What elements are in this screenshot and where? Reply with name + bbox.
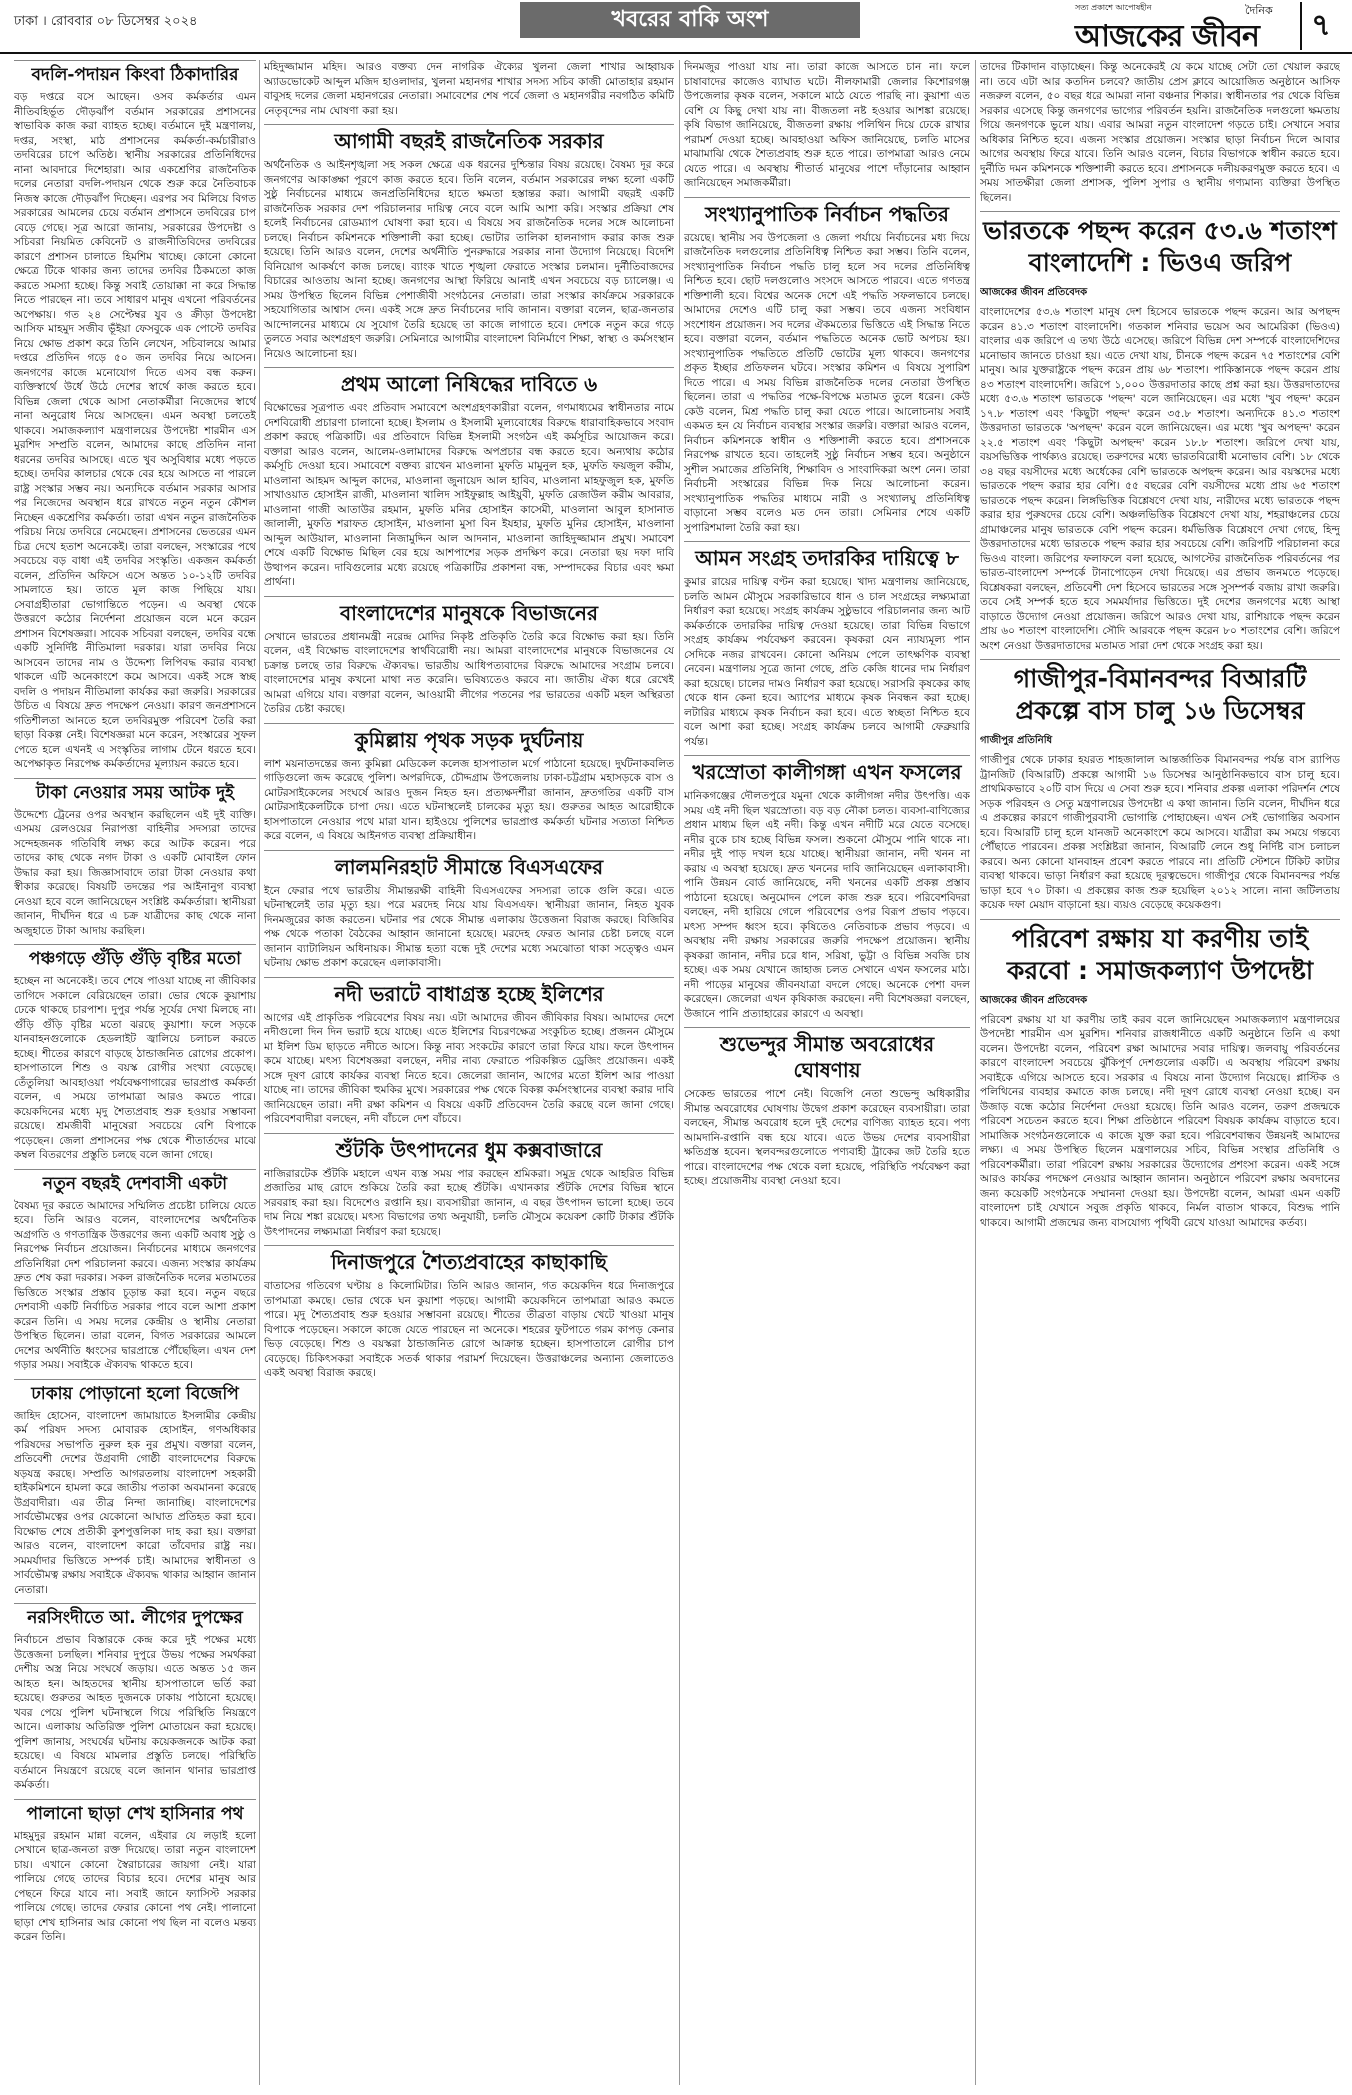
story-two-detained	[14, 778, 256, 939]
story-body: দিনমজুর পাওয়া যায় না। তারা কাজে আসতে চান না। ফলে চাষাবাদের কাজেও ব্যাঘাত ঘটে। নীলফামারী জেলার কিশোরগঞ্জ উপজেলার কৃষক বলেন, সকালে মাঠে যেতে পারছি না। কুয়াশা এত বেশি যে কিছু দেখা যায় না। বীজতলা নষ্ট হওয়ার আশঙ্কা রয়েছে। কৃষি বিভাগ জানিয়েছে, বীজতলা রক্ষায় পলিথিন দিয়ে ঢেকে রাখার পরামর্শ দেওয়া হচ্ছে। আবহাওয়া অফিস জানিয়েছে, চলতি মাসের মাঝামাঝি থেকে শৈত্যপ্রবাহ শুরু হতে পারে। তাপমাত্রা আরও নেমে যেতে পারে। এ অবস্থায় শীতার্ত মানুষের পাশে দাঁড়ানোর আহ্বান জানিয়েছেন সমাজকর্মীরা।	[684, 61, 970, 189]
headline: ঢাকায় পোড়ানো হলো বিজেপি	[14, 1379, 256, 1409]
headline: খরস্রোতা কালীগঙ্গা এখন ফসলের	[684, 755, 970, 789]
story-dinajpur-cold	[264, 1245, 674, 1381]
headline: দিনাজপুরে শৈত্যপ্রবাহের কাছাকাছি	[264, 1245, 674, 1279]
headline: লালমনিরহাট সীমান্তে বিএসএফের	[264, 850, 674, 884]
story-body: উদ্দেশ্যে ট্রেনের ওপর অবস্থান করছিলেন এই দুই ব্যক্তি। এসময় রেলওয়ের নিরাপত্তা বাহিনীর সদস্যরা তাদের সন্দেহজনক গতিবিধি লক্ষ্য করে আটক করেন। পরে তাদের কাছ থেকে নগদ টাকা ও একটি মোবাইল ফোন উদ্ধার করা হয়। জিজ্ঞাসাবাদে তারা টাকা নেওয়ার কথা স্বীকার করেছে। বিষয়টি তদন্তের পর আইনানুগ ব্যবস্থা নেওয়া হবে বলে জানিয়েছেন সংশ্লিষ্ট কর্মকর্তারা। স্থানীয়রা জানান, দীর্ঘদিন ধরে এ চক্র যাত্রীদের কাছ থেকে নানা অজুহাতে টাকা আদায় করছিল।	[14, 808, 256, 937]
story-lalmonirhat-bsf	[264, 850, 674, 971]
story-panchagarh-fog	[14, 944, 256, 1163]
story-narsingdi-clash	[14, 1603, 256, 1793]
headline: পালানো ছাড়া শেখ হাসিনার পথ	[14, 1799, 256, 1829]
byline: আজকের জীবন প্রতিবেদক	[980, 994, 1088, 1006]
story-body: লাশ ময়নাতদন্তের জন্য কুমিল্লা মেডিকেল কলেজ হাসপাতাল মর্গে পাঠানো হয়েছে। দুর্ঘটনাকবলিত গাড়িগুলো জব্দ করেছে পুলিশ। অপরদিকে, চৌদ্দগ্রাম উপজেলায় ঢাকা-চট্টগ্রাম মহাসড়কে বাস ও মোটরসাইকেলের সংঘর্ষে আরও দুজন নিহত হন। প্রত্যক্ষদর্শীরা জানান, দ্রুতগতির একটি বাস মোটরসাইকেলটিকে চাপা দেয়। এতে ঘটনাস্থলেই চালকের মৃত্যু হয়। গুরুতর আহত আরোহীকে হাসপাতালে নেওয়ার পথে মারা যান। হাইওয়ে পুলিশের ভারপ্রাপ্ত কর্মকর্তা ঘটনার সত্যতা নিশ্চিত করে বলেন, এ বিষয়ে আইনগত ব্যবস্থা প্রক্রিয়াধীন।	[264, 757, 674, 842]
story-body: পরিবেশ রক্ষায় যা যা করণীয় তাই করব বলে জানিয়েছেন সমাজকল্যাণ মন্ত্রণালয়ের উপদেষ্টা শারমীন এস মুরশিদ। শনিবার রাজধানীতে একটি অনুষ্ঠানে তিনি এ কথা বলেন। উপদেষ্টা বলেন, পরিবেশ রক্ষা আমাদের সবার দায়িত্ব। জলবায়ু পরিবর্তনের কারণে বাংলাদেশ সবচেয়ে ঝুঁকিপূর্ণ দেশগুলোর একটি। এ অবস্থায় পরিবেশ রক্ষায় সবাইকে এগিয়ে আসতে হবে। সরকার এ বিষয়ে নানা উদ্যোগ নিয়েছে। প্লাস্টিক ও পলিথিনের ব্যবহার কমাতে কাজ চলছে। নদী দূষণ রোধে ব্যবস্থা নেওয়া হচ্ছে। বন উজাড় বন্ধে কঠোর নির্দেশনা দেওয়া হয়েছে। তিনি আরও বলেন, তরুণ প্রজন্মকে পরিবেশ সচেতন করতে হবে। শিক্ষা প্রতিষ্ঠানে পরিবেশ বিষয়ক কার্যক্রম বাড়াতে হবে। সামাজিক সংগঠনগুলোকে এ কাজে যুক্ত করা হবে। পরিবেশবান্ধব উন্নয়নই আমাদের লক্ষ্য। এ সময় উপস্থিত ছিলেন মন্ত্রণালয়ের সচিব, বিভিন্ন সংস্থার প্রতিনিধি ও পরিবেশকর্মীরা। তারা পরিবেশ রক্ষায় সরকারের উদ্যোগের প্রশংসা করেন। একই সঙ্গে আরও কার্যকর পদক্ষেপ নেওয়ার আহ্বান জানান। অনুষ্ঠানে পরিবেশ রক্ষায় অবদানের জন্য কয়েকটি সংগঠনকে সম্মাননা দেওয়া হয়। উপদেষ্টা বলেন, আমরা এমন একটি বাংলাদেশ চাই যেখানে সবুজ প্রকৃতি থাকবে, নির্মল বাতাস থাকবে, বিশুদ্ধ পানি থাকবে। আগামী প্রজন্মের জন্য বাসযোগ্য পৃথিবী রেখে যাওয়া আমাদের কর্তব্য।	[980, 1013, 1340, 1229]
column-rule	[679, 60, 680, 2085]
story-body: আগের এই প্রাকৃতিক পরিবেশের বিষয় নয়। এটা আমাদের জীবন জীবিকার বিষয়। আমাদের দেশে নদীগুলো দিন দিন ভরাট হয়ে যাচ্ছে। এতে ইলিশের বিচরণক্ষেত্র সংকুচিত হচ্ছে। প্রজনন মৌসুমে মা ইলিশ ডিম ছাড়তে নদীতে আসে। কিন্তু নাব্য সংকটের কারণে তারা ফিরে যায়। ফলে উৎপাদন কমে যাচ্ছে। মৎস্য বিশেষজ্ঞরা বলছেন, নদীর নাব্য ফেরাতে পরিকল্পিত ড্রেজিং প্রয়োজন। একই সঙ্গে দূষণ রোধে কার্যকর ব্যবস্থা নিতে হবে। জেলেরা জানান, আগের মতো ইলিশ আর পাওয়া যাচ্ছে না। তাদের জীবিকা হুমকির মুখে। সরকারের পক্ষ থেকে বিকল্প কর্মসংস্থানের ব্যবস্থা করার দাবি জানিয়েছেন তারা। নদী রক্ষা কমিশন এ বিষয়ে একটি প্রতিবেদন তৈরি করছে বলে জানা গেছে। পরিবেশবাদীরা বলছেন, নদী বাঁচলে দেশ বাঁচবে।	[264, 1011, 674, 1125]
headline: ভারতকে পছন্দ করেন ৫৩.৬ শতাংশ বাংলাদেশি : ভিওএ জরিপ	[980, 211, 1340, 283]
byline: গাজীপুর প্রতিনিধি	[980, 735, 1053, 746]
story-voa-survey	[980, 211, 1340, 653]
column-3	[684, 60, 970, 2085]
story-body: গাজীপুর থেকে ঢাকার হযরত শাহজালাল আন্তর্জাতিক বিমানবন্দর পর্যন্ত বাস র‍্যাপিড ট্রানজিট (বিআরটি) প্রকল্পে আগামী ১৬ ডিসেম্বর আনুষ্ঠানিকভাবে বাস চালু হবে। প্রাথমিকভাবে ২০টি বাস দিয়ে এ সেবা শুরু হবে। শনিবার প্রকল্প এলাকা পরিদর্শন শেষে সড়ক পরিবহন ও সেতু মন্ত্রণালয়ের উপদেষ্টা এ কথা জানান। তিনি বলেন, দীর্ঘদিন ধরে এ প্রকল্পের কারণে গাজীপুরবাসী ভোগান্তি পোহাচ্ছেন। এখন সেই ভোগান্তির অবসান হবে। বিআরটি চালু হলে যানজট অনেকাংশে কমে আসবে। যাত্রীরা কম সময়ে গন্তব্যে পৌঁছাতে পারবেন। প্রকল্প সংশ্লিষ্টরা জানান, বিআরটি লেনে শুধু নির্দিষ্ট বাস চলাচল করবে। অন্য কোনো যানবাহন প্রবেশ করতে পারবে না। প্রতিটি স্টেশনে টিকিট কাটার ব্যবস্থা থাকবে। ভাড়া নির্ধারণ করা হয়েছে দূরত্বভেদে। গাজীপুর থেকে বিমানবন্দর পর্যন্ত ভাড়া হবে ৭০ টাকা। এ প্রকল্পের কাজ শুরু হয়েছিল ২০১২ সালে। নানা জটিলতায় কয়েক দফা মেয়াদ বাড়ানো হয়। ব্যয়ও বেড়েছে কয়েকগুণ।	[980, 754, 1340, 911]
story-body: তাদের টিকাদান বাড়াচ্ছেন। কিন্তু অনেকেরই যে কমে যাচ্ছে সেটা তো খেয়াল করছে না। তবে এটা আর কতদিন চলবে? জাতীয় প্রেস ক্লাবে আয়োজিত অনুষ্ঠানে আসিফ নজরুল বলেন, ৫০ বছর ধরে আমরা নানা বঞ্চনার শিকার। স্বাধীনতার পর থেকে বিভিন্ন সরকার এসেছে কিন্তু জনগণের ভাগ্যের পরিবর্তন হয়নি। রাজনৈতিক দলগুলো ক্ষমতায় গিয়ে জনগণকে ভুলে যায়। এবার আমরা নতুন বাংলাদেশ গড়তে চাই। সেখানে সবার অধিকার নিশ্চিত হবে। এজন্য সংস্কার প্রয়োজন। সংস্কার ছাড়া নির্বাচন দিলে আবার আগের অবস্থায় ফিরে যাবে। তিনি আরও বলেন, বিচার বিভাগকে স্বাধীন করতে হবে। দুর্নীতি দমন কমিশনকে শক্তিশালী করতে হবে। প্রশাসনকে দলীয়করণমুক্ত করতে হবে। এ সময় সাতক্ষীরা জেলা প্রশাসক, পুলিশ সুপার ও স্থানীয় গণ্যমান্য ব্যক্তিরা উপস্থিত ছিলেন।	[980, 61, 1340, 204]
headline: পঞ্চগড়ে গুঁড়ি গুঁড়ি বৃষ্টির মতো	[14, 944, 256, 974]
story-aman-procurement	[684, 541, 970, 749]
story-continuation	[264, 60, 674, 118]
dateline: ঢাকা । রোববার ০৮ ডিসেম্বর ২০২৪	[14, 14, 198, 29]
section-title: খবরের বাকি অংশ	[520, 2, 860, 38]
logo-tagline: সত্য প্রকাশে আপোষহীন	[1075, 3, 1152, 12]
story-body: মানিকগঞ্জের দৌলতপুরে যমুনা থেকে কালীগঙ্গা নদীর উৎপত্তি। এক সময় এই নদী ছিল খরস্রোতা। বড় বড় নৌকা চলত। ব্যবসা-বাণিজ্যের প্রধান মাধ্যম ছিল এই নদী। কিন্তু এখন নদীটি মরে যেতে বসেছে। নদীর বুকে চাষ হচ্ছে বিভিন্ন ফসল। শুকনো মৌসুমে পানি থাকে না। নদীর দুই পাড় দখল হয়ে যাচ্ছে। স্থানীয়রা জানান, নদী খনন না করায় এ অবস্থা হয়েছে। দ্রুত খননের দাবি জানিয়েছেন এলাকাবাসী। পানি উন্নয়ন বোর্ড জানিয়েছে, নদী খননের একটি প্রকল্প প্রস্তাব পাঠানো হয়েছে। অনুমোদন পেলে কাজ শুরু হবে। পরিবেশবিদরা বলছেন, নদী হারিয়ে গেলে পরিবেশের ওপর বিরূপ প্রভাব পড়বে। মৎস্য সম্পদ ধ্বংস হবে। কৃষিতেও নেতিবাচক প্রভাব পড়বে। এ অবস্থায় নদী রক্ষায় সরকারের জরুরি পদক্ষেপ প্রয়োজন। স্থানীয় কৃষকরা জানান, নদীর চরে ধান, সরিষা, ভুট্টা ও বিভিন্ন সবজি চাষ হচ্ছে। এক সময় যেখানে জাহাজ চলত সেখানে এখন ফসলের মাঠ। নদী পাড়ের মানুষের জীবনযাত্রা বদলে গেছে। অনেকে পেশা বদল করেছেন। জেলেরা এখন কৃষিকাজ করছেন। নদী বিশেষজ্ঞরা বলছেন, উজানে পানি প্রত্যাহারের কারণে এ অবস্থা।	[684, 790, 970, 1020]
story-body: নাজিরারটেক শুঁটকি মহালে এখন ব্যস্ত সময় পার করছেন শ্রমিকরা। সমুদ্র থেকে আহরিত বিভিন্ন প্রজাতির মাছ রোদে শুকিয়ে তৈরি করা হচ্ছে শুঁটকি। এখানকার শুঁটকি দেশের বিভিন্ন স্থানে সরবরাহ করা হয়। বিদেশেও রপ্তানি হয়। ব্যবসায়ীরা জানান, এ বছর উৎপাদন ভালো হচ্ছে। তবে দাম নিয়ে শঙ্কা রয়েছে। মৎস্য বিভাগের তথ্য অনুযায়ী, চলতি মৌসুমে কয়েকশ কোটি টাকার শুঁটকি উৎপাদনের লক্ষ্যমাত্রা নির্ধারণ করা হয়েছে।	[264, 1167, 674, 1238]
headline: সংখ্যানুপাতিক নির্বাচন পদ্ধতির	[684, 197, 970, 231]
story-proportional-election	[684, 197, 970, 536]
headline: নদী ভরাটে বাধাগ্রস্ত হচ্ছে ইলিশের	[264, 977, 674, 1011]
headline: নতুন বছরই দেশবাসী একটা	[14, 1169, 256, 1199]
column-1	[14, 60, 256, 2085]
story-river-hilsa	[264, 977, 674, 1127]
story-body: বড় দপ্তরে বসে আছেন। ওসব কর্মকর্তার এমন নীতিবহির্ভূত দৌড়ঝাঁপ বর্তমান সরকারের প্রশাসনের স্বাভাবিক কাজ করা ব্যাহত হচ্ছে। বর্তমানে দুই মন্ত্রণালয়, দপ্তর, সংস্থা, মাঠ প্রশাসনের কর্মকর্তা-কর্মচারীরাও তদবিরের চাপে অতিষ্ঠ। স্থানীয় সরকারের প্রতিনিধিদের নানা আবদারে দিশেহারা। আর একশ্রেণির রাজনৈতিক দলের নেতারা বদলি-পদায়ন থেকে শুরু করে নৈতিবাচক নিজস্ব কাজে দৌড়ঝাঁপ দিচ্ছেন। এরপর সব মিলিয়ে বিগত সরকারের আমলের চেয়ে বর্তমান প্রশাসনে তদবিরের চাপ বেড়ে গেছে। সূত্র আরো জানায়, সরকারের উপদেষ্টা ও সচিবরা নিয়মিত কেবিনেট ও রাজনীতিবিদের তদবিরের কারণে প্রশাসন চালাতে হিমশিম খাচ্ছে। কোনো কোনো ক্ষেত্রে টিকে থাকার জন্য তাদের তদবির ঠিকমতো কাজ করতে সমস্যা হচ্ছে। কিন্তু সবাই তোয়াক্কা না করে সিদ্ধান্ত নিতে পারছেন না। তবে সাধারণ মানুষ এখনো পরিবর্তনের অপেক্ষায়। গত ২৪ সেপ্টেম্বর যুব ও ক্রীড়া উপদেষ্টা আসিফ মাহমুদ সজীব ভূঁইয়া ফেসবুকে এক পোস্টে তদবির নিয়ে ক্ষোভ প্রকাশ করে তিনি লেখেন, সচিবালয়ে আমার দপ্তরে প্রতিদিন গড়ে ৫০ জন তদবির নিয়ে আসেন। জনগণের কাজে মনোযোগ দিতে এসব বন্ধ করুন। ব্যক্তিস্বার্থে উর্ধে উঠে দেশের স্বার্থে কাজ করতে হবে। বিভিন্ন জেলা থেকে আসা নেতাকর্মীরা নিজেদের স্বার্থে নানা অনুরোধ নিয়ে আসছেন। এমন অবস্থা চলতেই থাকবে। সমাজকল্যাণ মন্ত্রণালয়ের উপদেষ্টা শারমীন এস মুরশিদ সম্প্রতি বলেন, আমাদের কাছে প্রতিদিন নানা ধরনের তদবির আসছে। এতে খুব অসুবিধার মধ্যে পড়তে হচ্ছে। তদবির কালচার থেকে বের হয়ে আসতে না পারলে রাষ্ট্র সংস্কার সম্ভব নয়। অন্যদিকে বর্তমান সরকার আসার পর নিজেদের অবস্থান ধরে রাখতে নতুন নতুন কৌশল নিচ্ছেন একশ্রেণির কর্মকর্তা। তারা এখন নতুন রাজনৈতিক পরিচয় নিয়ে তদবিরে নেমেছেন। প্রশাসনের ভেতরের এমন চিত্র দেখে হতাশ অনেকেই। তারা বলছেন, সংস্কারের পথে সবচেয়ে বড় বাধা এই তদবির সংস্কৃতি। একজন কর্মকর্তা বলেন, প্রতিদিন অফিসে এসে অন্তত ১০-১২টি তদবির সামলাতে হয়। তাতে মূল কাজ পিছিয়ে যায়। সেবাগ্রহীতারা ভোগান্তিতে পড়েন। এ অবস্থা থেকে উত্তরণে কঠোর নির্দেশনা প্রয়োজন বলে মনে করেন প্রশাসন বিশেষজ্ঞরা। সাবেক সচিবরা বলছেন, তদবির বন্ধে একটি সুনির্দিষ্ট নীতিমালা দরকার। যারা তদবির নিয়ে আসবেন তাদের নাম ও উদ্দেশ্য লিপিবদ্ধ করার ব্যবস্থা থাকলে এটি অনেকাংশে কমে আসবে। একই সঙ্গে স্বচ্ছ বদলি ও পদায়ন নীতিমালা কার্যকর করা জরুরি। সরকারের উচিত এ বিষয়ে দ্রুত পদক্ষেপ নেওয়া। কারণ জনপ্রশাসনে গতিশীলতা আনতে হলে তদবিরমুক্ত পরিবেশ তৈরি করা ছাড়া বিকল্প নেই। বিশেষজ্ঞরা মনে করেন, সংস্কারের সুফল পেতে হলে এখনই এ সংস্কৃতির লাগাম টেনে ধরতে হবে। অপেক্ষাকৃত নিরপেক্ষ কর্মকর্তাদের মূল্যায়ন করতে হবে।	[14, 91, 256, 770]
headline: টাকা নেওয়ার সময় আটক দুই	[14, 778, 256, 808]
masthead	[0, 0, 1352, 54]
story-political-government	[264, 124, 674, 361]
headline: পরিবেশ রক্ষায় যা করণীয় তাই করবো : সমাজকল্যাণ উপদেষ্টা	[980, 919, 1340, 991]
headline: আমন সংগ্রহ তদারকির দায়িত্বে ৮	[684, 541, 970, 575]
story-comilla-accident	[264, 723, 674, 844]
story-body: হচ্ছেন না অনেকেই। তবে শেষে পাওয়া যাচ্ছে না জীবিকার তাগিদে সকালে বেরিয়েছেন তারা। ভোর থেকে কুয়াশায় ঢেকে থাকছে চারপাশ। দুপুর পর্যন্ত সূর্যের দেখা মিলছে না। গুঁড়ি গুঁড়ি বৃষ্টির মতো ঝরছে কুয়াশা। ফলে সড়কে যানবাহনগুলোকে হেডলাইট জ্বালিয়ে চলাচল করতে হচ্ছে। শীতের কারণে বাড়ছে ঠান্ডাজনিত রোগের প্রকোপ। হাসপাতালে শিশু ও বয়স্ক রোগীর সংখ্যা বেড়েছে। তেঁতুলিয়া আবহাওয়া পর্যবেক্ষণাগারের ভারপ্রাপ্ত কর্মকর্তা বলেন, এ সময়ে তাপমাত্রা আরও কমতে পারে। কয়েকদিনের মধ্যে মৃদু শৈত্যপ্রবাহ শুরু হওয়ার সম্ভাবনা রয়েছে। শ্রমজীবী মানুষেরা সবচেয়ে বেশি বিপাকে পড়েছেন। জেলা প্রশাসনের পক্ষ থেকে শীতার্তদের মাঝে কম্বল বিতরণের প্রস্তুতি চলছে বলে জানা গেছে।	[14, 975, 256, 1161]
headline: প্রথম আলো নিষিদ্ধের দাবিতে ৬	[264, 367, 674, 401]
story-body: সেকেন্ড ভারতের পাশে নেই। বিজেপি নেতা শুভেন্দু অধিকারীর সীমান্ত অবরোধের ঘোষণায় উদ্বেগ প্রকাশ করেছেন ব্যবসায়ীরা। তারা বলছেন, সীমান্ত অবরোধ হলে দুই দেশের বাণিজ্য ব্যাহত হবে। পণ্য আমদানি-রপ্তানি বন্ধ হয়ে যাবে। এতে উভয় দেশের ব্যবসায়ীরা ক্ষতিগ্রস্ত হবেন। স্থলবন্দরগুলোতে পণ্যবাহী ট্রাকের জট তৈরি হতে পারে। বাংলাদেশের পক্ষ থেকে বলা হয়েছে, পরিস্থিতি পর্যবেক্ষণ করা হচ্ছে। প্রয়োজনীয় ব্যবস্থা নেওয়া হবে।	[684, 1088, 970, 1187]
headline: শুঁটকি উৎপাদনের ধুম কক্সবাজারে	[264, 1133, 674, 1167]
story-body: কুমার রায়ের দায়িত্ব বণ্টন করা হয়েছে। খাদ্য মন্ত্রণালয় জানিয়েছে, চলতি আমন মৌসুমে সরকারিভাবে ধান ও চাল সংগ্রহের লক্ষ্যমাত্রা নির্ধারণ করা হয়েছে। সংগ্রহ কার্যক্রম সুষ্ঠুভাবে পরিচালনার জন্য আট কর্মকর্তাকে তদারকির দায়িত্ব দেওয়া হয়েছে। তারা বিভিন্ন বিভাগে সংগ্রহ কার্যক্রম পর্যবেক্ষণ করবেন। কৃষকরা যেন ন্যায্যমূল্য পান সেদিকে নজর রাখবেন। কোনো অনিয়ম পেলে তাৎক্ষণিক ব্যবস্থা নেবেন। মন্ত্রণালয় সূত্রে জানা গেছে, প্রতি কেজি ধানের দাম নির্ধারণ করা হয়েছে। চালের দামও নির্ধারণ করা হয়েছে। সরাসরি কৃষকের কাছ থেকে ধান কেনা হবে। অ্যাপের মাধ্যমে কৃষক নিবন্ধন করা হচ্ছে। লটারির মাধ্যমে কৃষক নির্বাচন করা হবে। এতে স্বচ্ছতা নিশ্চিত হবে বলে আশা করা হচ্ছে। সংগ্রহ কার্যক্রম চলবে আগামী ফেব্রুয়ারি পর্যন্ত।	[684, 576, 970, 748]
story-body: বাতাসের গতিবেগ ঘণ্টায় ৪ কিলোমিটার। তিনি আরও জানান, গত কয়েকদিন ধরে দিনাজপুরে তাপমাত্রা কমছে। ভোর থেকে ঘন কুয়াশা পড়ছে। আগামী কয়েকদিনে তাপমাত্রা আরও কমতে পারে। মৃদু শৈত্যপ্রবাহ শুরু হওয়ার সম্ভাবনা রয়েছে। শীতের তীব্রতা বাড়ায় খেটে খাওয়া মানুষ বিপাকে পড়েছেন। সকালে কাজে যেতে পারছেন না অনেকে। শহরের ফুটপাতে গরম কাপড় কেনার ভিড় বেড়েছে। শিশু ও বয়স্করা ঠান্ডাজনিত রোগে আক্রান্ত হচ্ছেন। হাসপাতালে রোগীর চাপ বেড়েছে। চিকিৎসকরা সবাইকে সতর্ক থাকার পরামর্শ দিয়েছেন। উত্তরাঞ্চলের অন্যান্য জেলাতেও একই অবস্থা বিরাজ করছে।	[264, 1280, 674, 1379]
story-kaliganga-river	[684, 755, 970, 1021]
story-dry-fish	[264, 1133, 674, 1240]
column-4	[980, 60, 1340, 2085]
story-transfer-posting	[14, 60, 256, 772]
newspaper-logo	[1075, 2, 1285, 54]
headline: আগামী বছরই রাজনৈতিক সরকার	[264, 124, 674, 158]
column-2	[264, 60, 674, 2085]
byline: আজকের জীবন প্রতিবেদক	[980, 287, 1088, 298]
headline: বাংলাদেশের মানুষকে বিভাজনের	[264, 596, 674, 630]
story-continuation	[980, 60, 1340, 205]
story-division	[264, 596, 674, 717]
headline: কুমিল্লায় পৃথক সড়ক দুর্ঘটনায়	[264, 723, 674, 757]
headline: নরসিংদীতে আ. লীগের দুপক্ষের	[14, 1603, 256, 1633]
logo-name: আজকের জীবন	[1075, 19, 1259, 54]
story-gazipur-brt	[980, 659, 1340, 913]
column-rule	[975, 60, 976, 2085]
page-number: ৭	[1300, 2, 1340, 50]
story-continuation	[684, 60, 970, 191]
story-body: রয়েছে। স্থানীয় সব উপজেলা ও জেলা পর্যায়ে নির্বাচনের মধ্য দিয়ে রাজনৈতিক দলগুলোর প্রতিনিধিত্ব নিশ্চিত করা সম্ভব। তিনি বলেন, সংখ্যানুপাতিক নির্বাচন পদ্ধতি চালু হলে সব দলের প্রতিনিধিত্ব নিশ্চিত হবে। ছোট দলগুলোও সংসদে আসতে পারবে। এতে গণতন্ত্র শক্তিশালী হবে। বিশ্বের অনেক দেশে এই পদ্ধতি সফলভাবে চলছে। আমাদের দেশেও এটি চালু করা সম্ভব। তবে এজন্য সংবিধান সংশোধন প্রয়োজন। সব দলের ঐকমত্যের ভিত্তিতে এই সিদ্ধান্ত নিতে হবে। বক্তারা বলেন, বর্তমান পদ্ধতিতে অনেক ভোট অপচয় হয়। সংখ্যানুপাতিক পদ্ধতিতে প্রতিটি ভোটের মূল্য থাকবে। জনগণের প্রকৃত ইচ্ছার প্রতিফলন ঘটবে। সংস্কার কমিশন এ বিষয়ে সুপারিশ দিতে পারে। এ সময় বিভিন্ন রাজনৈতিক দলের নেতারা উপস্থিত ছিলেন। তারা এ পদ্ধতির পক্ষে-বিপক্ষে মতামত তুলে ধরেন। কেউ কেউ বলেন, মিশ্র পদ্ধতি চালু করা যেতে পারে। আলোচনায় সবাই একমত হন যে নির্বাচন ব্যবস্থার সংস্কার জরুরি। বক্তারা আরও বলেন, নির্বাচন কমিশনকে স্বাধীন ও শক্তিশালী করতে হবে। প্রশাসনকে নিরপেক্ষ রাখতে হবে। তাহলেই সুষ্ঠু নির্বাচন সম্ভব হবে। অনুষ্ঠানে সুশীল সমাজের প্রতিনিধি, শিক্ষাবিদ ও সাংবাদিকরা অংশ নেন। তারা নির্বাচনী সংস্কারের বিভিন্ন দিক নিয়ে আলোচনা করেন। সংখ্যানুপাতিক পদ্ধতির মাধ্যমে নারী ও সংখ্যালঘু প্রতিনিধিত্ব বাড়ানো সম্ভব বলেও মত দেন তারা। সেমিনার শেষে একটি সুপারিশমালা তৈরি করা হয়।	[684, 231, 970, 534]
story-suvendu-border	[684, 1027, 970, 1189]
column-rule	[259, 60, 260, 2085]
story-body: বৈষম্য দূর করতে আমাদের সম্মিলিত প্রচেষ্টা চালিয়ে যেতে হবে। তিনি আরও বলেন, বাংলাদেশের অর্থনৈতিক অগ্রগতি ও গণতান্ত্রিক উত্তরণের জন্য একটি অবাধ সুষ্ঠু ও নিরপেক্ষ নির্বাচন প্রয়োজন। নির্বাচনের মাধ্যমে জনগণের প্রতিনিধিরা দেশ পরিচালনা করবে। এজন্য সংস্কার কার্যক্রম দ্রুত শেষ করা দরকার। সকল রাজনৈতিক দলের মতামতের ভিত্তিতে সংস্কার প্রস্তাব চূড়ান্ত করা হবে। নতুন বছরে দেশবাসী একটি নির্বাচিত সরকার পাবে বলে আশা প্রকাশ করেন তিনি। এ সময় দলের কেন্দ্রীয় ও স্থানীয় নেতারা উপস্থিত ছিলেন। তারা বলেন, বিগত সরকারের আমলে দেশের অর্থনীতি ধ্বংসের দ্বারপ্রান্তে পৌঁছেছিল। এখন দেশ গড়ার সময়। সবাইকে ঐক্যবদ্ধ থাকতে হবে।	[14, 1199, 256, 1371]
story-body: মাহমুদুর রহমান মান্না বলেন, এইবার যে লড়াই হলো সেখানে ছাত্র-জনতা রক্ত দিয়েছে। তারা নতুন বাংলাদেশ চায়। এখানে কোনো স্বৈরাচারের জায়গা নেই। যারা পালিয়ে গেছে তাদের বিচার হবে। দেশের মানুষ আর পেছনে ফিরে যাবে না। সবাই জানে ফ্যাসিস্ট সরকার পালিয়ে গেছে। তাদের ফেরার কোনো পথ নেই। পালানো ছাড়া শেখ হাসিনার আর কোনো পথ ছিল না বলেও মন্তব্য করেন তিনি।	[14, 1829, 256, 1943]
story-hasina-flee	[14, 1799, 256, 1945]
story-body: অর্থনৈতিক ও আইনশৃঙ্খলা সহ সকল ক্ষেত্রে এক ধরনের দুশ্চিন্তার বিষয় রয়েছে। বৈষম্য দূর করে জনগণের আকাঙ্ক্ষা পূরণে কাজ করতে হবে। তিনি বলেন, বর্তমান সরকারের লক্ষ্য হলো একটি সুষ্ঠু নির্বাচনের মাধ্যমে জনপ্রতিনিধিদের হাতে ক্ষমতা হস্তান্তর করা। আগামী বছরই একটি রাজনৈতিক সরকার দেশ পরিচালনার দায়িত্ব নেবে বলে আমি আশা করি। সংস্কার প্রক্রিয়া শেষ হলেই নির্বাচনের রোডম্যাপ ঘোষণা করা হবে। এ বিষয়ে সব রাজনৈতিক দলের সঙ্গে আলোচনা চলছে। নির্বাচন কমিশনকে শক্তিশালী করা হচ্ছে। ভোটার তালিকা হালনাগাদ করার কাজ শুরু হয়েছে। তিনি আরও বলেন, দেশের অর্থনীতি পুনরুদ্ধারে সরকার নানা উদ্যোগ নিয়েছে। বিদেশি বিনিয়োগ আকর্ষণে কাজ চলছে। ব্যাংক খাতে শৃঙ্খলা ফেরাতে সংস্কার চলমান। দুর্নীতিবাজদের বিচারের আওতায় আনা হচ্ছে। জনগণের আস্থা ফিরিয়ে আনাই এখন সবচেয়ে বড় চ্যালেঞ্জ। এ সময় উপস্থিত ছিলেন বিভিন্ন পেশাজীবী সংগঠনের নেতারা। তারা সংস্কার কার্যক্রমে সরকারকে সহযোগিতার আশ্বাস দেন। একই সঙ্গে দ্রুত নির্বাচনের দাবি জানান। বক্তারা বলেন, ছাত্র-জনতার আন্দোলনের মাধ্যমে যে সুযোগ তৈরি হয়েছে তা কাজে লাগাতে হবে। দেশকে নতুন করে গড়ে তুলতে সবার অংশগ্রহণ জরুরি। সেমিনারে আগামীর বাংলাদেশ বিনির্মাণে শিক্ষা, স্বাস্থ্য ও কর্মসংস্থান নিয়েও আলোচনা হয়।	[264, 159, 674, 360]
headline: শুভেন্দুর সীমান্ত অবরোধের ঘোষণায়	[684, 1027, 970, 1087]
story-dhaka-bjp	[14, 1379, 256, 1598]
story-new-year	[14, 1169, 256, 1373]
story-body: বাংলাদেশের ৫৩.৬ শতাংশ মানুষ দেশ হিসেবে ভারতকে পছন্দ করেন। আর অপছন্দ করেন ৪১.৩ শতাংশ বাংলাদেশি। গতকাল শনিবার ভয়েস অব আমেরিকা (ভিওএ) বাংলার এক জরিপে এ তথ্য উঠে এসেছে। জরিপে বিভিন্ন দেশ সম্পর্কে বাংলাদেশিদের মনোভাব জানতে চাওয়া হয়। এতে দেখা যায়, চীনকে পছন্দ করেন ৭৫ শতাংশের বেশি মানুষ। আর যুক্তরাষ্ট্রকে পছন্দ করেন প্রায় ৬৮ শতাংশ। পাকিস্তানকে পছন্দ করেন প্রায় ৪৩ শতাংশ বাংলাদেশি। জরিপে ১,০০০ উত্তরদাতার কাছে প্রশ্ন করা হয়। উত্তরদাতাদের মধ্যে ৫৩.৬ শতাংশ ভারতকে 'পছন্দ' বলে জানিয়েছেন। এর মধ্যে 'খুব পছন্দ' করেন ১৭.৮ শতাংশ এবং 'কিছুটা পছন্দ' করেন ৩৫.৮ শতাংশ। অন্যদিকে ৪১.৩ শতাংশ উত্তরদাতা ভারতকে 'অপছন্দ' করেন বলে জানিয়েছেন। এর মধ্যে 'খুব অপছন্দ' করেন ২২.৫ শতাংশ এবং 'কিছুটা অপছন্দ' করেন ১৮.৮ শতাংশ। জরিপে দেখা যায়, বয়সভিত্তিক পার্থক্যও রয়েছে। তরুণদের মধ্যে ভারতবিরোধী মনোভাব বেশি। ১৮ থেকে ৩৪ বছর বয়সীদের মধ্যে অর্ধেকের বেশি ভারতকে অপছন্দ করেন। আর বয়স্কদের মধ্যে ভারতকে পছন্দ করার হার বেশি। ৫৫ বছরের বেশি বয়সীদের মধ্যে প্রায় ৬৫ শতাংশ ভারতকে পছন্দ করেন। লিঙ্গভিত্তিক বিশ্লেষণে দেখা যায়, নারীদের মধ্যে ভারতকে পছন্দ করার হার পুরুষদের চেয়ে বেশি। অঞ্চলভিত্তিক বিশ্লেষণে দেখা যায়, শহরাঞ্চলের চেয়ে গ্রামাঞ্চলের মানুষ ভারতকে বেশি পছন্দ করেন। ধর্মভিত্তিক বিশ্লেষণে দেখা গেছে, হিন্দু উত্তরদাতাদের মধ্যে ভারতকে পছন্দ করার হার সবচেয়ে বেশি। জরিপটি পরিচালনা করে ভিওএ বাংলা। জরিপের ফলাফলে বলা হয়েছে, আগস্টের রাজনৈতিক পরিবর্তনের পর ভারত-বাংলাদেশ সম্পর্কে টানাপোড়েন দেখা দিয়েছে। এর প্রভাব জনমতে পড়েছে। বিশ্লেষকরা বলছেন, প্রতিবেশী দেশ হিসেবে ভারতের সঙ্গে সুসম্পর্ক বজায় রাখা জরুরি। তবে সেই সম্পর্ক হতে হবে সমমর্যাদার ভিত্তিতে। দুই দেশের জনগণের মধ্যে আস্থা বাড়াতে উদ্যোগ নেওয়া প্রয়োজন। জরিপে আরও দেখা যায়, রাশিয়াকে পছন্দ করেন প্রায় ৬০ শতাংশ বাংলাদেশি। সৌদি আরবকে পছন্দ করেন ৮০ শতাংশের বেশি। জরিপে অংশ নেওয়া উত্তরদাতাদের মতামত সারা দেশ থেকে সংগ্রহ করা হয়।	[980, 306, 1340, 652]
story-environment-adviser	[980, 919, 1340, 1231]
story-body: ইনে ফেরার পথে ভারতীয় সীমান্তরক্ষী বাহিনী বিএসএফের সদস্যরা তাকে গুলি করে। এতে ঘটনাস্থলেই তার মৃত্যু হয়। পরে মরদেহ নিয়ে যায় বিএসএফ। স্থানীয়রা জানান, নিহত যুবক দিনমজুরের কাজ করতেন। ঘটনার পর থেকে সীমান্ত এলাকায় উত্তেজনা বিরাজ করছে। বিজিবির পক্ষ থেকে পতাকা বৈঠকের আহ্বান জানানো হয়েছে। মরদেহ ফেরত আনার চেষ্টা চলছে বলে জানান ব্যাটালিয়ন অধিনায়ক। সীমান্ত হত্যা বন্ধে দুই দেশের মধ্যে সমঝোতা থাকা সত্ত্বেও এমন ঘটনায় ক্ষোভ প্রকাশ করেছেন এলাকাবাসী।	[264, 884, 674, 969]
story-prothom-alo	[264, 367, 674, 590]
headline: গাজীপুর-বিমানবন্দর বিআরটি প্রকল্পে বাস চালু ১৬ ডিসেম্বর	[980, 659, 1340, 731]
story-body: নির্বাচনে প্রভাব বিস্তারকে কেন্দ্র করে দুই পক্ষের মধ্যে উত্তেজনা চলছিল। শনিবার দুপুরে উভয় পক্ষের সমর্থকরা দেশীয় অস্ত্র নিয়ে সংঘর্ষে জড়ায়। এতে অন্তত ১৫ জন আহত হন। আহতদের স্থানীয় হাসপাতালে ভর্তি করা হয়েছে। গুরুতর আহত দুজনকে ঢাকায় পাঠানো হয়েছে। খবর পেয়ে পুলিশ ঘটনাস্থলে গিয়ে পরিস্থিতি নিয়ন্ত্রণে আনে। এলাকায় অতিরিক্ত পুলিশ মোতায়েন করা হয়েছে। পুলিশ জানায়, সংঘর্ষের ঘটনায় কয়েকজনকে আটক করা হয়েছে। এ বিষয়ে মামলার প্রস্তুতি চলছে। পরিস্থিতি বর্তমানে নিয়ন্ত্রণে রয়েছে বলে জানান থানার ভারপ্রাপ্ত কর্মকর্তা।	[14, 1634, 256, 1791]
logo-daily: দৈনিক	[1245, 4, 1273, 17]
story-body: বিক্ষোভের সূত্রপাত এবং প্রতিবাদ সমাবেশে অংশগ্রহণকারীরা বলেন, গণমাধ্যমের স্বাধীনতার নামে দেশবিরোধী প্রচারণা চালানো হচ্ছে। ইসলাম ও ইসলামী মূল্যবোধের বিরুদ্ধে ধারাবাহিকভাবে সংবাদ প্রকাশ করছে পত্রিকাটি। এর প্রতিবাদে বিভিন্ন ইসলামী সংগঠন এই কর্মসূচির আয়োজন করে। বক্তারা আরও বলেন, আলেম-ওলামাদের বিরুদ্ধে অপপ্রচার বন্ধ করতে হবে। অন্যথায় কঠোর কর্মসূচি দেওয়া হবে। সমাবেশে বক্তব্য রাখেন মাওলানা মুফতি মামুনুল হক, মুফতি ফয়জুল করীম, মাওলানা আহমদ আব্দুল কাদের, মাওলানা জুনায়েদ আল হাবিব, মাওলানা মাহফুজুল হক, মুফতি সাখাওয়াত হোসাইন রাজী, মাওলানা খালিদ সাইফুল্লাহ আইয়ুবী, মুফতি রেজাউল করীম আবরার, মাওলানা গাজী আতাউর রহমান, মুফতি মনির হোসাইন কাসেমী, মাওলানা আবুল হাসানাত জালালী, মুফতি শরাফত হোসাইন, মাওলানা মুসা বিন ইযহার, মুফতি মুনির হোসাইন, মাওলানা আব্দুল আউয়াল, মাওলানা নিজামুদ্দিন আল আদনান, মাওলানা জাহিদুজ্জামান প্রমুখ। সমাবেশ শেষে একটি বিক্ষোভ মিছিল বের হয়ে আশপাশের সড়ক প্রদক্ষিণ করে। নেতারা ছয় দফা দাবি উত্থাপন করেন। দাবিগুলোর মধ্যে রয়েছে পত্রিকাটির প্রকাশনা বন্ধ, সম্পাদকের বিচার এবং ক্ষমা প্রার্থনা।	[264, 402, 674, 588]
story-body: জাহিদ হোসেন, বাংলাদেশ জামায়াতে ইসলামীর কেন্দ্রীয় কর্ম পরিষদ সদস্য মোবারক হোসাইন, গণঅধিকার পরিষদের সভাপতি নুরুল হক নুর প্রমুখ। বক্তারা বলেন, প্রতিবেশী দেশের উগ্রবাদী গোষ্ঠী বাংলাদেশের বিরুদ্ধে ষড়যন্ত্র করছে। সম্প্রতি আগরতলায় বাংলাদেশ সহকারী হাইকমিশনে হামলা করে জাতীয় পতাকা অবমাননা করেছে উগ্রবাদীরা। এর তীব্র নিন্দা জানাচ্ছি। বাংলাদেশের সার্বভৌমত্বের ওপর যেকোনো আঘাত প্রতিহত করা হবে। বিক্ষোভ শেষে প্রতীকী কুশপুত্তলিকা দাহ করা হয়। বক্তারা আরও বলেন, বাংলাদেশ কারো তাঁবেদার রাষ্ট্র নয়। সমমর্যাদার ভিত্তিতে সম্পর্ক চাই। আমাদের স্বাধীনতা ও সার্বভৌমত্ব রক্ষায় সবাইকে ঐক্যবদ্ধ থাকার আহ্বান জানান নেতারা।	[14, 1409, 256, 1596]
story-body: সেখানে ভারতের প্রধানমন্ত্রী নরেন্দ্র মোদির নিকৃষ্ট প্রতিকৃতি তৈরি করে বিক্ষোভ করা হয়। তিনি বলেন, এই বিক্ষোভ বাংলাদেশের স্বার্থবিরোধী নয়। আমরা বাংলাদেশের মানুষকে বিভাজনের যে চক্রান্ত চলছে তার বিরুদ্ধে ঐক্যবদ্ধ। ভারতীয় আধিপত্যবাদের বিরুদ্ধে আমাদের সংগ্রাম চলবে। বাংলাদেশের মানুষ কখনো মাথা নত করেনি। ভবিষ্যতেও করবে না। জাতীয় ঐক্য ধরে রেখেই আমরা এগিয়ে যাব। বক্তারা বলেন, আওয়ামী লীগের পতনের পর ভারতের একটি মহল অস্থিরতা তৈরির চেষ্টা করছে।	[264, 630, 674, 715]
story-body: মহিদুজ্জামান মহিদ। আরও বক্তব্য দেন নাগরিক ঐক্যের খুলনা জেলা শাখার আহ্বায়ক অ্যাডভোকেট আব্দুল মজিদ হাওলাদার, খুলনা মহানগর শাখার সদস্য সচিব কাজী মোতাহার রহমান বাবুসহ দলের জেলা মহানগরের নেতারা। সমাবেশের শেষ পর্বে জেলা ও মহানগরীর নবগঠিত কমিটি নেতৃবৃন্দের নাম ঘোষণা করা হয়।	[264, 61, 674, 117]
headline: বদলি-পদায়ন কিংবা ঠিকাদারির	[14, 60, 256, 90]
